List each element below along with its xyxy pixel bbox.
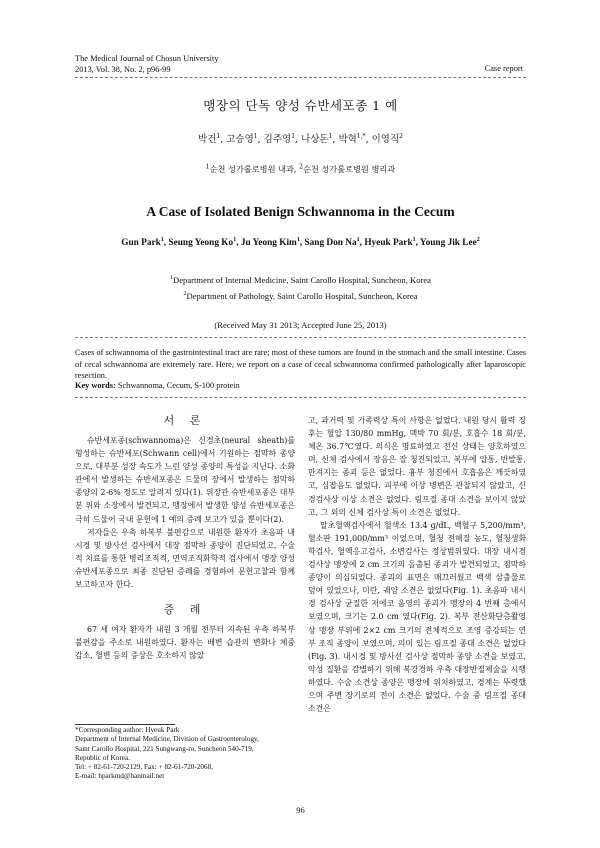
author-name: Gun Park xyxy=(121,238,161,248)
author-affiliation-mark: 1 xyxy=(291,132,296,140)
affiliation-text: 순천 성가롤로병원 내과, xyxy=(209,164,297,174)
affiliation-mark: 2 xyxy=(183,291,187,298)
author-name: 김주영 xyxy=(263,134,292,145)
author-affiliation-mark: 1 xyxy=(216,132,221,140)
journal-header xyxy=(75,53,375,75)
article-type: Case report xyxy=(484,64,523,73)
author-name: Sang Don Na xyxy=(304,238,357,248)
page-number: 96 xyxy=(296,805,305,815)
case-paragraph-left: 67 세 여자 환자가 내원 3 개월 전부터 지속된 우측 하복부 불편감을 주소로 내원하였다. 환자는 배변 습관의 변화나 체중 감소, 혈변 등의 증상은 호소하지 않았 xyxy=(75,625,295,661)
abstract-text: Cases of schwannoma of the gastrointestinal tract are rare; most of these tumors are found in the stomach and the small intestine. Cases of cecal schwannoma are extremely rare. Here, we report on a case of cecal schwannoma confirmed pathologically after laparoscopic resection. xyxy=(75,348,526,380)
korean-authors: 박건$^1$, 고승영$^1$, 김주영$^1$, 나상돈$^1$, 박혁$^{1,*}$, 이영직$^2$ xyxy=(198,132,403,145)
header-divider xyxy=(75,77,526,78)
author-name: Hyeuk Park xyxy=(364,238,413,248)
author-affiliation-mark: 1,* xyxy=(356,132,366,140)
author-affiliation-mark: 1 xyxy=(412,236,416,243)
footnote-line: Saint Carollo Hospital, 221 Sungwang-ro, Suncheon 540-719, xyxy=(75,744,254,753)
affiliation-mark: 2 xyxy=(299,163,303,171)
abstract-top-divider xyxy=(75,337,526,338)
author-name: 나상돈 xyxy=(301,134,329,145)
author-affiliation-mark: 1 xyxy=(160,236,164,243)
author-affiliation-mark: 1 xyxy=(328,132,333,140)
author-name: 이영직 xyxy=(371,134,400,145)
affiliation-text: 순천 성가롤로병원 병리과 xyxy=(302,164,396,174)
footnote-rule xyxy=(75,724,175,725)
intro-paragraph-2: 저자들은 우측 하복부 불편감으로 내원한 환자가 초음파 내시경 및 방사선 검사에서 대장 점막하 종양이 진단되었고, 수술적 치료를 통한 병리조직적, 면역조직화학적 검사에서 맹장 양성 슈반세포종으로 최종 진단된 증례를 경험하여 문헌고찰과 함께 보고하고자 한다. xyxy=(75,527,295,590)
corresponding-footnote xyxy=(75,726,295,782)
korean-title: 맹장의 단독 양성 슈반세포종 1 예 xyxy=(203,98,398,113)
author-affiliation-mark: 1 xyxy=(296,236,300,243)
author-affiliation-mark: 2 xyxy=(399,132,403,140)
author-affiliation-mark: 1 xyxy=(233,236,237,243)
received-dates: (Received May 31 2013; Accepted June 25, 2013) xyxy=(214,320,387,330)
keywords-label: Key words: xyxy=(75,381,116,390)
author-affiliation-mark: 1 xyxy=(356,236,360,243)
author-name: Seung Yeong Ko xyxy=(168,238,234,248)
journal-volume: 2013, Vol. 38, No. 2, p96-99 xyxy=(75,65,171,74)
keywords-line xyxy=(75,381,526,390)
affiliation-text: Department of Pathology, Saint Carollo Hospital, Suncheon, Korea xyxy=(186,291,418,301)
right-paragraph-2: 말초혈액검사에서 혈색소 13.4 g/dL, 백혈구 5,200/mm³, 혈소판 191,000/mm³ 이었으며, 혈청 전해질 농도, 혈청생화학검사, 혈액응고검사, 소변검사는 정상범위였다. 대장 내시경 검사상 맹장에 2 cm 크기의 돌출된 종괴가 발견되었고, 점막하 종양이 의심되었다. 종괴의 표면은 매끄러웠고 백색 삼출물로 덮여 있었으나, 미란, 궤양 소견은 없었다(Fig. 1). 초음파 내시경 검사상 균질한 저에코 음영의 종괴가 맹장의 4 번째 층에서 보였으며, 크기는 2.0 cm 였다(Fig. 2). 복부 전산화단층촬영상 맹장 부위에 2×2 cm 크기의 전체적으로 조영 증강되는 연부 조직 종양이 보였으며, 의미 있는 림프절 종대 소견은 없었다(Fig. 3). 내시경 및 방사선 검사상 점막하 종양 소견을 보였고, 악성 질환을 감별하기 위해 복강경하 우측 대장반절제술을 시행하였다. 수술 소견상 종양은 맹장에 위치하였고, 경계는 뚜렷했으며 주변 장기로의 전이 소견은 없었다. 수술 중 림프절 종대 소견은 xyxy=(308,520,526,714)
english-affiliation-1 xyxy=(75,275,526,285)
intro-paragraph-1: 슈반세포종(schwannoma)은 신경초(neural sheath)를 형성하는 슈반세포(Schwann cell)에서 기원하는 점막하 종양으로, 대부분 성장 속도가 느린 양성 종양의 특성을 지닌다. 소화관에서 발생하는 슈반세포종은 드물며 장에서 발생하는 점막하 종양의 2-6% 정도로 알려져 있다(1). 위장관 슈반세포종은 대부분 위와 소장에서 발견되고, 맹장에서 발생한 양성 슈반세포종은 극히 드물어 국내 문헌에 1 예의 증례 보고가 있을 뿐이다(2). xyxy=(75,436,295,524)
right-paragraph-1: 고, 과거력 및 가족력상 특이 사항은 없었다. 내원 당시 활력 징후는 혈압 130/80 mmHg, 맥박 70 회/분, 호흡수 18 회/분, 체온 36.7℃였다. 의식은 명료하였고 전신 상태는 양호하였으며, 신체 검사에서 장음은 잘 청진되었고, 복부에 압통, 반발통, 만져지는 종괴 등은 없었다. 흉부 청진에서 호흡음은 깨끗하였고, 심잡음도 없었다. 피부에 이상 병변은 관찰되지 않았고, 신경검사상 이상 소견은 없었다. 림프절 종대 소견을 보이지 않았고, 그 외의 신체 검사상 특이 소견은 없었다. xyxy=(308,416,526,517)
affiliation-mark: 1 xyxy=(205,163,210,171)
keywords-list: Schwannoma, Cecum, S-100 protein xyxy=(117,381,240,390)
author-affiliation-mark: 1 xyxy=(253,132,258,140)
intro-heading: 서 론 xyxy=(163,414,207,427)
left-column xyxy=(75,414,295,662)
footnote-line: Republic of Korea. xyxy=(75,753,130,762)
author-name: 박혁 xyxy=(338,134,357,145)
author-name: Ju Yeong Kim xyxy=(240,238,297,248)
footnote-line: E-mail: hparkmd@hanmail.net xyxy=(75,772,165,781)
case-heading: 증 례 xyxy=(163,603,207,617)
right-column xyxy=(308,414,526,715)
abstract-bottom-divider xyxy=(75,397,526,398)
author-affiliation-mark: 2 xyxy=(476,236,480,243)
english-affiliation-2 xyxy=(75,291,526,301)
journal-name: The Medical Journal of Chosun University xyxy=(75,54,219,63)
english-title: A Case of Isolated Benign Schwannoma in the Cecum xyxy=(146,204,455,219)
footnote-line: *Corresponding author: Hyeuk Park xyxy=(75,726,180,734)
author-name: Young Jik Lee xyxy=(419,238,477,248)
author-name: 박건 xyxy=(198,134,217,145)
affiliation-text: Department of Internal Medicine, Saint Carollo Hospital, Suncheon, Korea xyxy=(173,275,431,285)
affiliation-mark: 1 xyxy=(170,275,173,282)
korean-affiliations xyxy=(75,164,526,175)
footnote-line: Department of Internal Medicine, Division of Gastroenterology, xyxy=(75,735,259,744)
english-authors: Gun Park$^1$, Seung Yeong Ko$^1$, Ju Yeong Kim$^1$, Sang Don Na$^1$, Hyeuk Park$^1$, Young Jik Lee$^2$ xyxy=(121,236,480,248)
footnote-line: Tel: + 82-61-720-2129, Fax: + 82-61-720-2068, xyxy=(75,763,213,772)
author-name: 고승영 xyxy=(226,134,254,145)
